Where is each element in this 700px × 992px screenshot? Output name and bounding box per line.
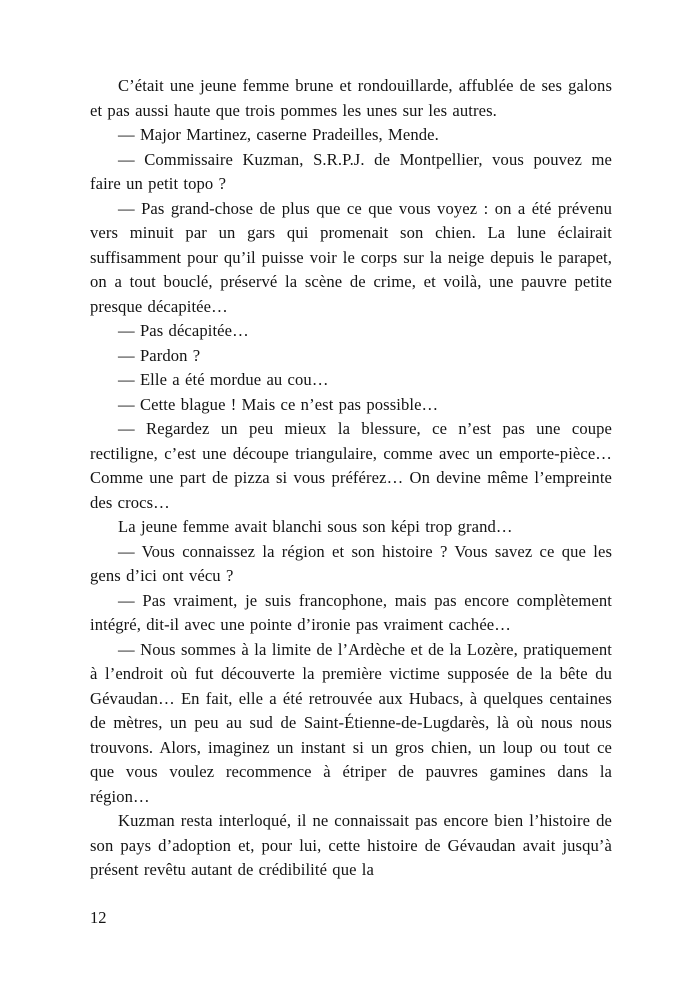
page-number: 12 — [90, 908, 107, 927]
paragraph: La jeune femme avait blanchi sous son képi trop grand… — [118, 517, 513, 536]
paragraph: — Regardez un peu mieux la blessure, ce n’est pas une coupe rectiligne, c’est une découpe triangulaire, comme avec un emporte-pièce… Comme une part de pizza si vous préférez… On devine même l’empreinte des crocs… — [90, 419, 612, 512]
paragraph: — Elle a été mordue au cou… — [118, 370, 329, 389]
paragraph: — Commissaire Kuzman, S.R.P.J. de Montpellier, vous pouvez me faire un petit topo ? — [90, 149, 612, 193]
paragraph: — Vous connaissez la région et son histoire ? Vous savez ce que les gens d’ici ont vécu ? — [90, 541, 612, 585]
paragraph: — Nous sommes à la limite de l’Ardèche et de la Lozère, pratiquement à l’endroit où fut découverte la première victime supposée de la bête du Gévaudan… En fait, elle a été retrouvée aux Hubacs, à quelques centaines de mètres, un peu au sud de Saint-Étienne-de-Lugdarès, là où nous nous trouvons. Alors, imaginez un instant si un gros chien, un loup ou tout ce que vous voulez recommence à étriper de pauvres gamines dans la région… — [90, 639, 612, 806]
paragraph: — Pas grand-chose de plus que ce que vous voyez : on a été prévenu vers minuit par un gars qui promenait son chien. La lune éclairait suffisamment pour qu’il puisse voir le corps sur la neige depuis le parapet, on a tout bouclé, préservé la scène de crime, et voilà, une pauvre petite presque décapitée… — [90, 198, 612, 316]
paragraph: — Cette blague ! Mais ce n’est pas possible… — [118, 394, 439, 414]
page-text — [90, 74, 612, 883]
paragraph: Kuzman resta interloqué, il ne connaissait pas encore bien l’histoire de son pays d’adoption et, pour lui, cette histoire de Gévaudan avait jusqu’à présent revêtu autant de crédibilité que la — [90, 811, 612, 879]
paragraph: — Major Martinez, caserne Pradeilles, Mende. — [118, 125, 439, 144]
paragraph: C’était une jeune femme brune et rondouillarde, affublée de ses galons et pas aussi haute que trois pommes les unes sur les autres. — [90, 76, 612, 120]
paragraph: — Pas vraiment, je suis francophone, mais pas encore complètement intégré, dit-il avec une pointe d’ironie pas vraiment cachée… — [90, 590, 612, 634]
paragraph: — Pardon ? — [118, 345, 201, 365]
paragraph: — Pas décapitée… — [118, 321, 249, 340]
